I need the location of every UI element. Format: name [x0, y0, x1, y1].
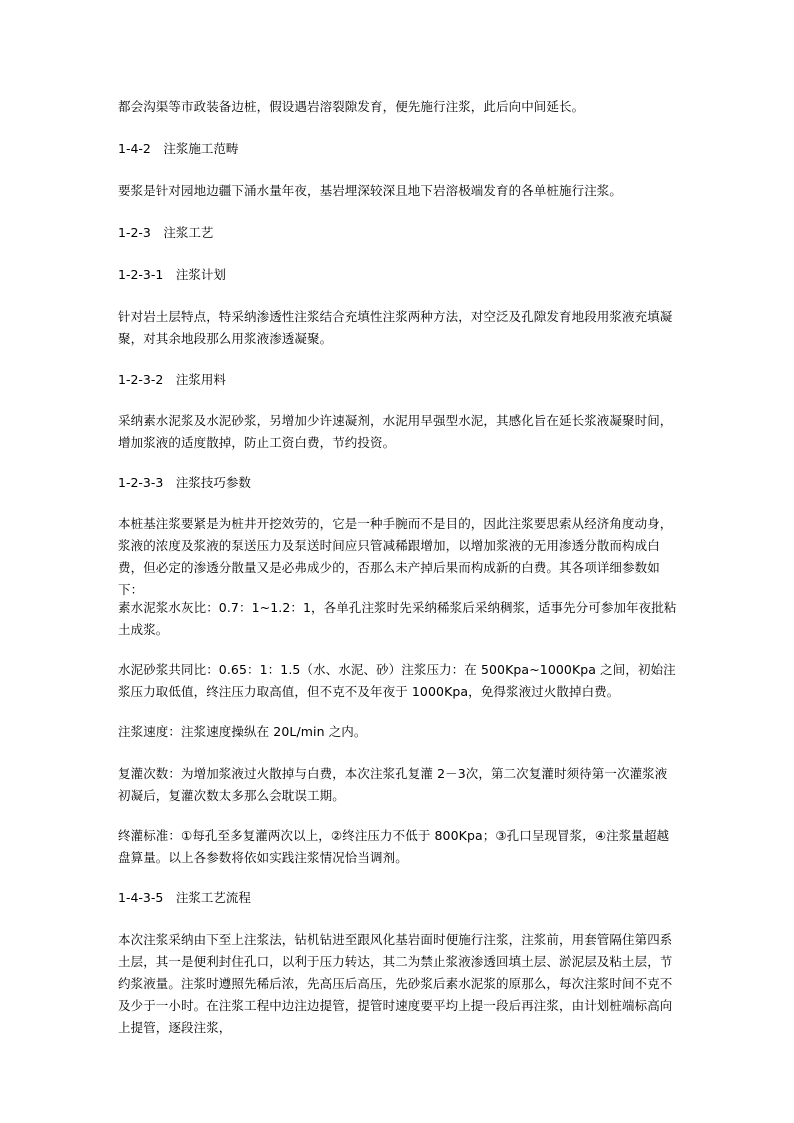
- paragraph-termination-criteria: 终灌标准：①每孔至多复灌两次以上，②终注压力不低于 800Kpa；③孔口呈现冒浆，④注浆量超越盘算量。以上各参数将依如实践注浆情况恰当调剂。: [118, 828, 670, 865]
- paragraph-parameters: 本桩基注浆要紧是为桩井开挖效劳的，它是一种手腕而不是目的，因此注浆要思索从经济角度动身，浆液的浓度及浆液的泵送压力及泵送时间应只管减稀跟增加，以增加浆液的无用渗透分散而构成白费，但必定的渗透分散量又是必弗成少的，否那么未产掉后果而构成新的白费。其各项详细参数如下：: [118, 516, 673, 597]
- paragraph-process-flow: 本次注浆采纳由下至上注浆法，钻机钻进至跟风化基岩面时便施行注浆，注浆前，用套管隔住第四系土层，其一是便利封住孔口，以利于压力转达，其二为禁止浆液渗透回填土层、淤泥层及粘土层，节约浆液量。注浆时遵照先稀后浓，先高压后高压，先砂浆后素水泥浆的原那么，每次注浆时间不克不及少于一小时。在注浆工程中边注边提管，提管时速度要平均上提一段后再注浆，由计划桩端标高向上提管，逐段注浆，: [118, 932, 673, 1035]
- section-heading-1-4-2: 1-4-2 注浆施工范畴: [118, 141, 239, 156]
- paragraph-injection-speed: 注浆速度：注浆速度操纵在 20L/min 之内。: [118, 724, 367, 739]
- paragraph-plan: 针对岩土层特点，特采纳渗透性注浆结合充填性注浆两种方法，对空泛及孔隙发育地段用浆液充填凝聚，对其余地段那么用浆液渗透凝聚。: [118, 309, 673, 346]
- section-heading-1-4-3-5: 1-4-3-5 注浆工艺流程: [118, 890, 251, 905]
- paragraph-regrouting: 复灌次数：为增加浆液过火散掉与白费，本次注浆孔复灌 2－3次，第二次复灌时须待第一次灌浆液初凝后，复灌次数太多那么会耽误工期。: [118, 766, 668, 803]
- paragraph-intro: 都会沟渠等市政装备边桩，假设遇岩溶裂隙发育，便先施行注浆，此后向中间延长。: [118, 99, 585, 114]
- paragraph-materials: 采纳素水泥浆及水泥砂浆，另增加少许速凝剂，水泥用早强型水泥，其感化旨在延长浆液凝聚时间，增加浆液的适度散掉，防止工资白费，节约投资。: [118, 413, 673, 450]
- section-heading-1-2-3-1: 1-2-3-1 注浆计划: [118, 267, 226, 282]
- section-heading-1-2-3: 1-2-3 注浆工艺: [118, 225, 214, 240]
- paragraph-water-cement-ratio: 素水泥浆水灰比：0.7：1~1.2：1，各单孔注浆时先采纳稀浆后采纳稠浆，适事先分可参加年夜批粘土成浆。: [118, 600, 677, 637]
- section-heading-1-2-3-2: 1-2-3-2 注浆用料: [118, 372, 226, 387]
- section-heading-1-2-3-3: 1-2-3-3 注浆技巧参数: [118, 475, 251, 490]
- paragraph-mortar-ratio: 水泥砂浆共同比：0.65：1：1.5（水、水泥、砂）注浆压力：在 500Kpa~1000Kpa 之间，初始注浆压力取低值，终注压力取高值，但不克不及年夜于 1000Kpa，免得浆液过火散掉白费。: [118, 662, 676, 699]
- paragraph-scope: 要浆是针对园地边疆下涌水量年夜，基岩埋深较深且地下岩溶极端发育的各单桩施行注浆。: [118, 183, 623, 198]
